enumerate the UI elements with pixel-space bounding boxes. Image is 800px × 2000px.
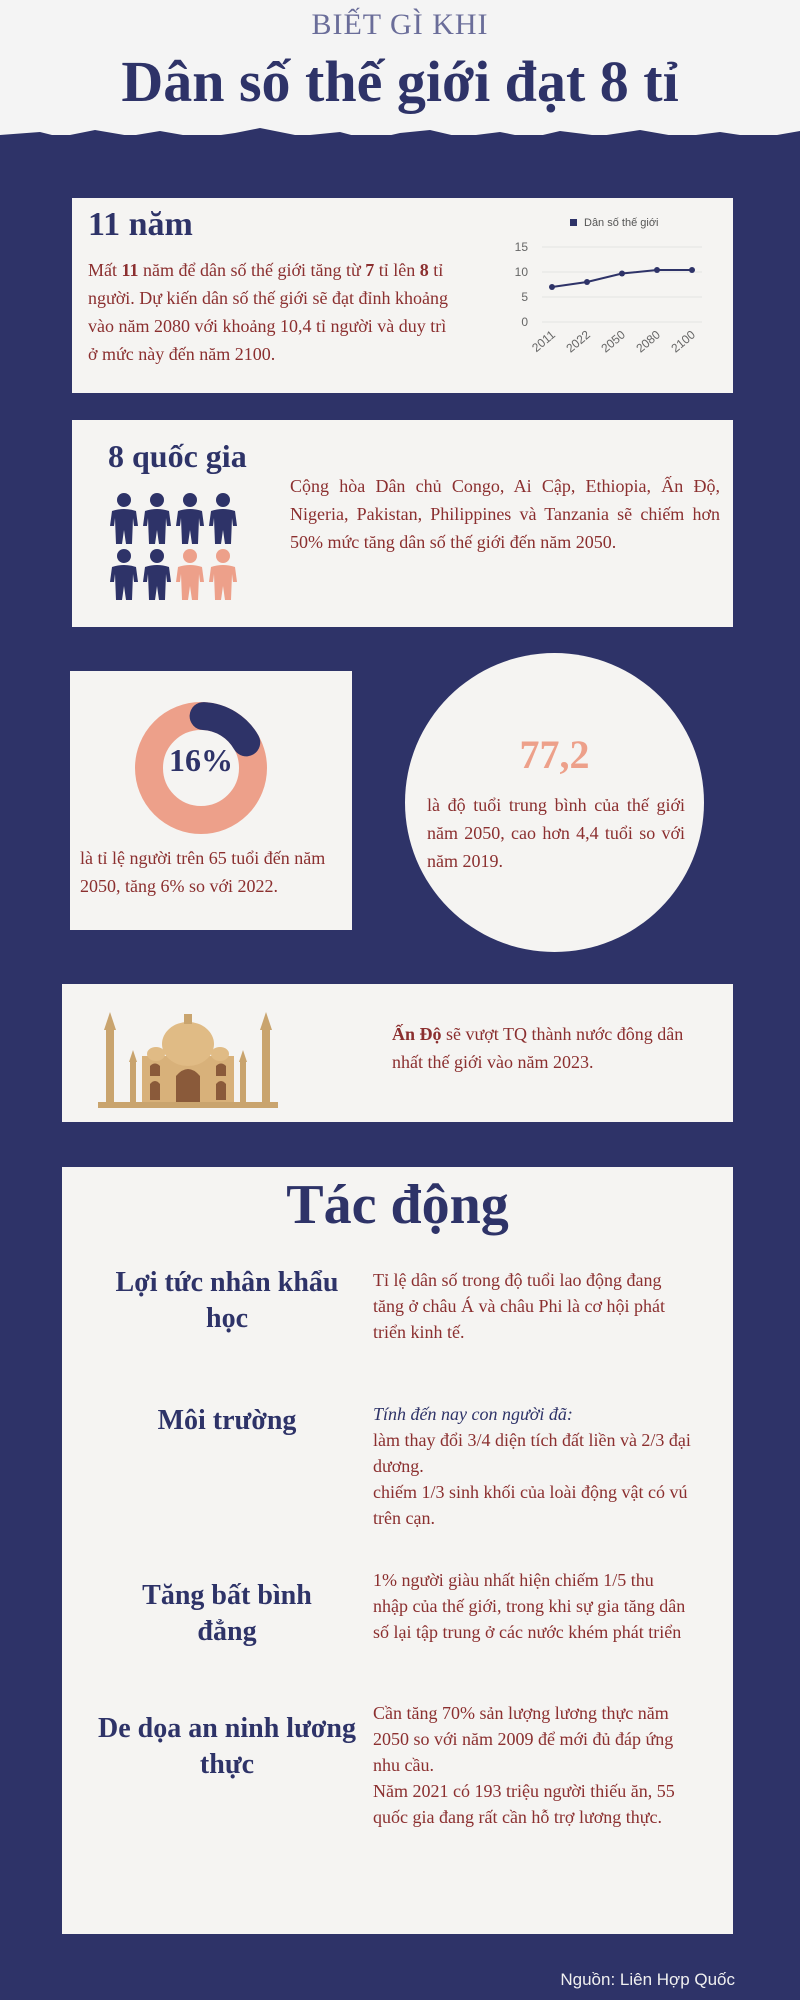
- people-icon-grid: [108, 492, 238, 607]
- data-point: [584, 279, 590, 285]
- impact-text: [373, 1401, 691, 1531]
- text-bold: 8: [419, 260, 429, 280]
- person-head: [216, 549, 230, 563]
- impact-title: De dọa an ninh lương thực: [98, 1713, 356, 1780]
- legend-label: Dân số thế giới: [584, 217, 659, 229]
- card-elderly-share: [70, 671, 352, 930]
- impact-body: 1% người giàu nhất hiện chiếm 1/5 thu nhập của thế giới, trong khi sự gia tăng dân số lại tập trung ở các nước khém phát triển: [373, 1570, 686, 1642]
- impact-text: [373, 1700, 691, 1830]
- person-head: [183, 493, 197, 507]
- data-point: [549, 284, 555, 290]
- impact-title: Tăng bất bình đẳng: [142, 1580, 312, 1647]
- person-icon: [110, 493, 138, 544]
- y-tick-label: 5: [521, 290, 528, 304]
- impact-body: làm thay đổi 3/4 diện tích đất liền và 2/3 đại dương. chiếm 1/3 sinh khối của loài động vật có vú trên cạn.: [373, 1430, 691, 1528]
- median-age-value: 77,2: [519, 732, 590, 777]
- person-icon: [176, 493, 204, 544]
- person-body: [176, 565, 204, 600]
- card-heading: 8 quốc gia: [108, 438, 247, 474]
- y-tick-label: 10: [514, 265, 528, 279]
- text-bold: 7: [365, 260, 375, 280]
- card-india: [62, 984, 733, 1122]
- data-point: [619, 271, 625, 277]
- impacts-card: [62, 1167, 733, 1934]
- kicker-text: BIẾT GÌ KHI: [311, 8, 489, 41]
- x-tick-label: 2100: [668, 327, 698, 356]
- impact-title: Lợi tức nhân khẩu học: [115, 1267, 339, 1334]
- x-tick-label: 2050: [598, 327, 628, 356]
- card-text: là tỉ lệ người trên 65 tuổi đến năm 2050, tăng 6% so với 2022.: [80, 848, 326, 896]
- card-8-countries: [72, 420, 733, 627]
- percent-label: 16%: [169, 742, 233, 778]
- x-tick-label: 2022: [563, 327, 593, 356]
- x-tick-label: 2011: [529, 327, 558, 355]
- person-icon: [143, 493, 171, 544]
- text-part: Mất: [88, 260, 122, 280]
- y-tick-label: 0: [521, 315, 528, 329]
- person-body: [110, 565, 138, 600]
- impact-intro: Tính đến nay con người đã:: [373, 1404, 573, 1424]
- person-body: [143, 565, 171, 600]
- y-tick-label: 15: [514, 240, 528, 254]
- donut-highlight-arc: [204, 716, 247, 742]
- text-bold: 11: [121, 260, 139, 280]
- impact-text: [373, 1567, 691, 1645]
- impact-text: [373, 1267, 691, 1345]
- person-head: [150, 493, 164, 507]
- person-head: [117, 493, 131, 507]
- person-icon: [110, 549, 138, 600]
- impact-title: Môi trường: [157, 1405, 297, 1436]
- taj-mahal-icon: [98, 1000, 278, 1110]
- card-text: [392, 1020, 692, 1076]
- person-body: [209, 509, 237, 544]
- population-line-chart: [502, 212, 717, 382]
- text-bold: Ấn Độ: [392, 1024, 442, 1044]
- card-11-years: [72, 198, 733, 393]
- text-part: sẽ vượt TQ thành nước đông dân nhất thế giới vào năm 2023.: [392, 1024, 684, 1072]
- person-head: [150, 549, 164, 563]
- person-body: [176, 509, 204, 544]
- torn-paper-edge: [0, 118, 800, 158]
- text-part: tỉ người. Dự kiến dân số thế giới sẽ đạt đỉnh khoảng vào năm 2080 với khoảng 10,4 tỉ người và duy trì ở mức này đến năm 2100.: [88, 260, 448, 364]
- median-age-circle: [405, 653, 704, 952]
- person-head: [117, 549, 131, 563]
- data-point: [654, 267, 660, 273]
- person-head: [216, 493, 230, 507]
- person-icon: [209, 493, 237, 544]
- impact-body: Cần tăng 70% sản lượng lương thực năm 2050 so với năm 2009 để mới đủ đáp ứng nhu cầu. Năm 2021 có 193 triệu người thiếu ăn, 55 quốc gia đang rất cần hỗ trợ lương thực.: [373, 1703, 675, 1827]
- source-credit: Nguồn: Liên Hợp Quốc: [560, 1970, 735, 1989]
- person-body: [110, 509, 138, 544]
- text-part: năm để dân số thế giới tăng từ: [138, 260, 366, 280]
- person-icon: [176, 549, 204, 600]
- card-text: [88, 256, 458, 368]
- card-heading: 11 năm: [88, 206, 193, 243]
- x-tick-label: 2080: [633, 327, 663, 356]
- card-text: Cộng hòa Dân chủ Congo, Ai Cập, Ethiopia, Ấn Độ, Nigeria, Pakistan, Philippines và Tanzania sẽ chiếm hơn 50% mức tăng dân số thế giới đến năm 2050.: [290, 476, 720, 552]
- data-point: [689, 267, 695, 273]
- person-icon: [143, 549, 171, 600]
- person-body: [209, 565, 237, 600]
- person-head: [183, 549, 197, 563]
- circle-text: là độ tuổi trung bình của thế giới năm 2050, cao hơn 4,4 tuổi so với năm 2019.: [427, 795, 685, 871]
- impacts-heading: Tác động: [286, 1174, 509, 1236]
- impact-body: Tỉ lệ dân số trong độ tuổi lao động đang tăng ở châu Á và châu Phi là cơ hội phát triển kinh tế.: [373, 1270, 665, 1342]
- person-body: [143, 509, 171, 544]
- text-part: tỉ lên: [374, 260, 420, 280]
- legend-swatch: [570, 219, 577, 226]
- person-icon: [209, 549, 237, 600]
- page-title: Dân số thế giới đạt 8 tỉ: [121, 49, 679, 114]
